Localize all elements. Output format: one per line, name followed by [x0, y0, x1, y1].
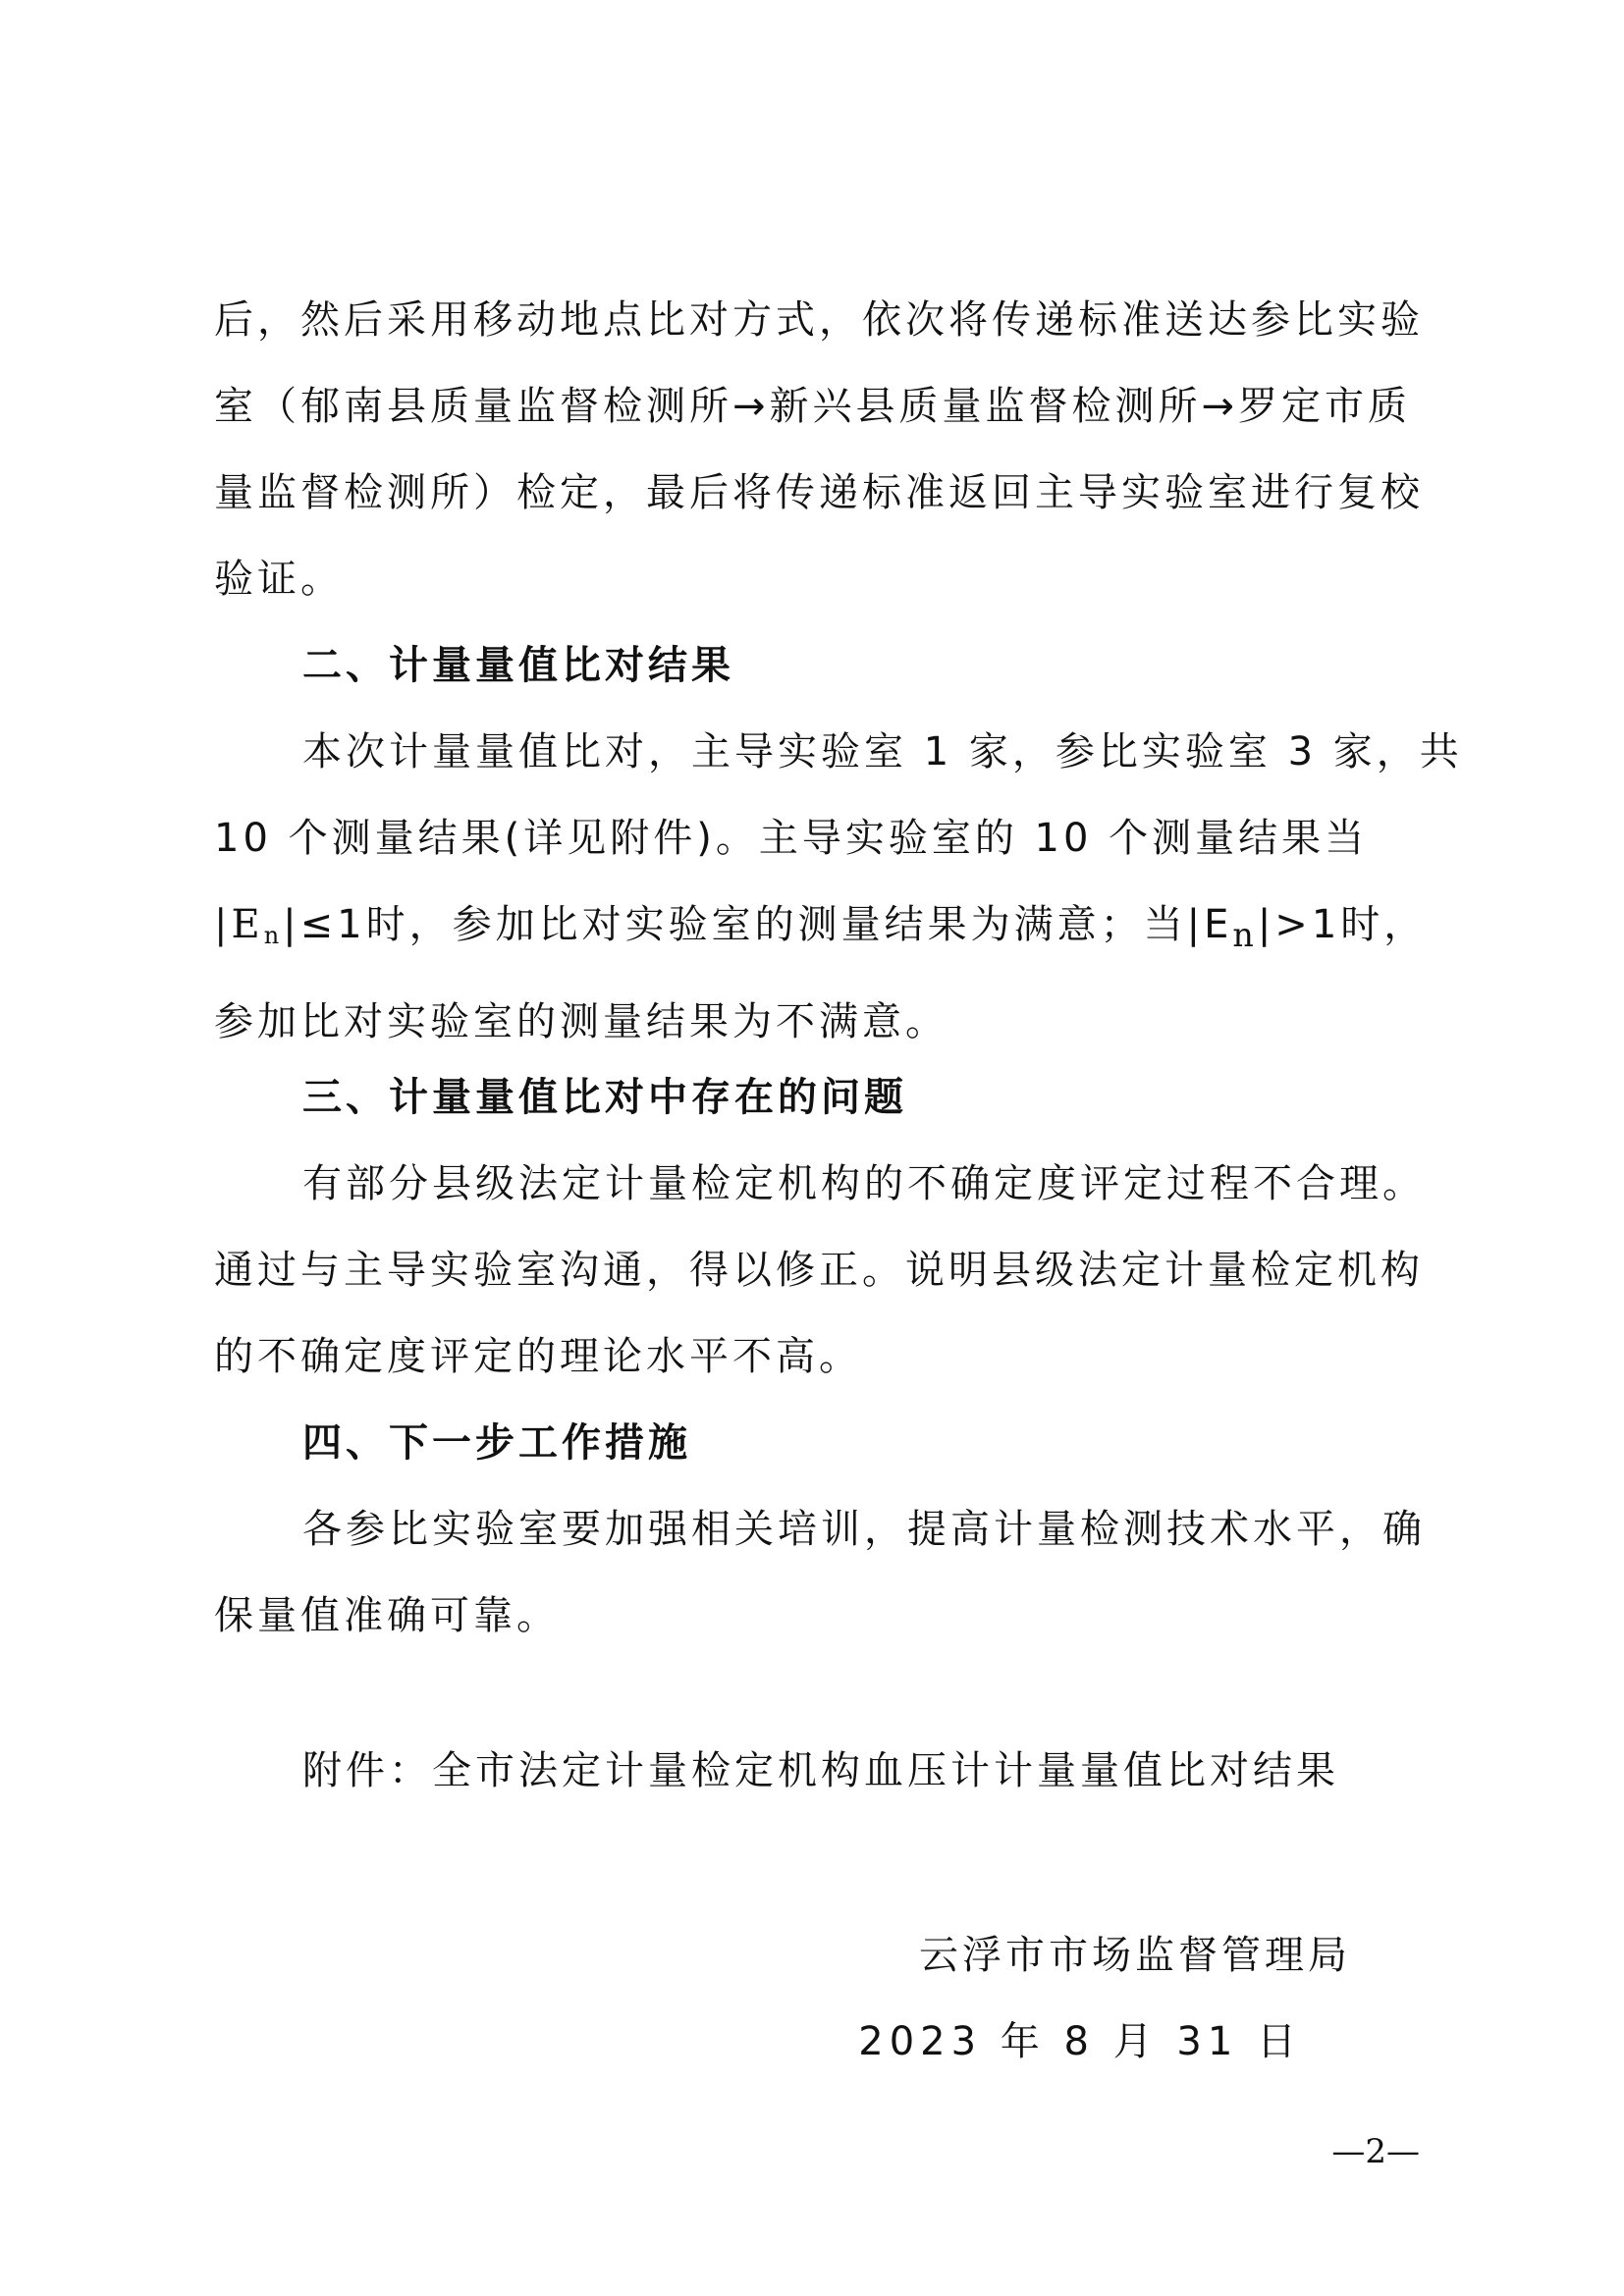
text-line: 量监督检测所）检定，最后将传递标准返回主导实验室进行复校 [214, 470, 1424, 515]
text-line: 的不确定度评定的理论水平不高。 [214, 1334, 862, 1379]
paragraph-results [214, 709, 1463, 1065]
signature-organization: 云浮市市场监督管理局 [919, 1933, 1351, 1978]
section-heading-next-steps: 四、下一步工作措施 [302, 1420, 691, 1466]
paragraph-problems [214, 1141, 1426, 1400]
paragraph-transfer-method [214, 277, 1422, 622]
text-line: 通过与主导实验室沟通，得以修正。说明县级法定计量检定机构 [214, 1248, 1424, 1293]
text-line: 室（郁南县质量监督检测所→新兴县质量监督检测所→罗定市质 [214, 384, 1412, 429]
text-line: 本次计量量值比对，主导实验室 1 家，参比实验室 3 家，共 [302, 729, 1463, 774]
signature-date: 2023 年 8 月 31 日 [858, 2019, 1302, 2064]
en-subscript: n [1232, 916, 1258, 954]
text-line: 保量值准确可靠。 [214, 1593, 560, 1638]
text-line: 10 个测量结果(详见附件)。主导实验室的 10 个测量结果当 [214, 816, 1369, 861]
text-line: 各参比实验室要加强相关培训，提高计量检测技术水平，确 [302, 1507, 1426, 1552]
text-line: 验证。 [214, 557, 344, 602]
page-number: —2— [1331, 2132, 1420, 2171]
text-line: 参加比对实验室的测量结果为不满意。 [214, 999, 948, 1044]
text-line-en-criteria: $|E_n|\le 1$时，参加比对实验室的测量结果为满意；当$|E_n|>1$时， [214, 902, 1428, 954]
text-line: 有部分县级法定计量检定机构的不确定度评定过程不合理。 [302, 1161, 1426, 1206]
section-heading-results: 二、计量量值比对结果 [302, 643, 734, 688]
attachment-note: 附件：全市法定计量检定机构血压计计量量值比对结果 [302, 1748, 1339, 1793]
text-line: 后，然后采用移动地点比对方式，依次将传递标准送达参比实验 [214, 297, 1424, 343]
paragraph-next-steps [214, 1486, 1426, 1659]
section-heading-problems: 三、计量量值比对中存在的问题 [302, 1075, 907, 1120]
en-symbol: $|E_n$ [214, 902, 284, 949]
